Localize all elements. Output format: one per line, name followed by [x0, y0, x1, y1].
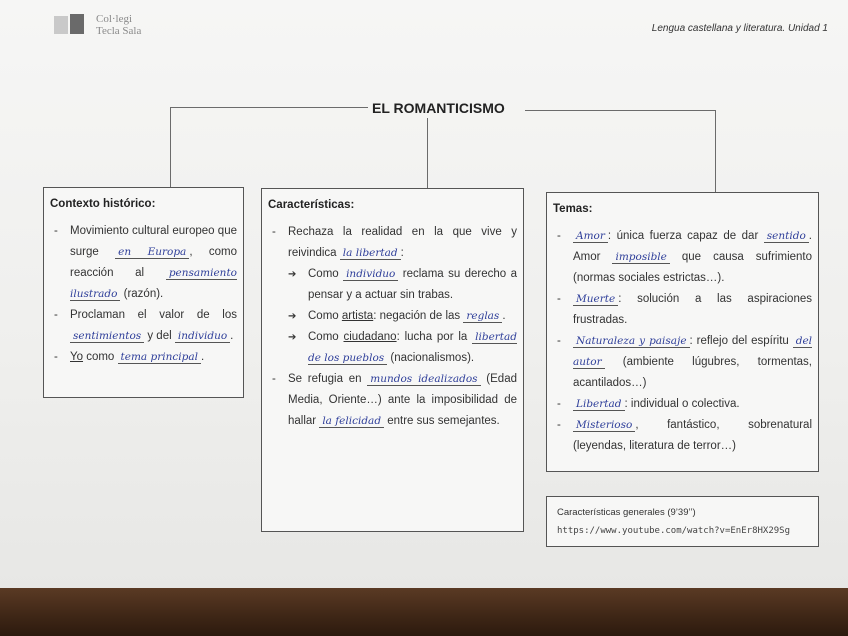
video-link[interactable]: https://www.youtube.com/watch?v=EnEr8HX29Sg — [557, 526, 790, 536]
contexto-box — [43, 187, 244, 398]
caracteristicas-box — [261, 188, 524, 532]
page-title: EL ROMANTICISMO — [372, 100, 505, 116]
list-item: - Rechaza la realidad en la que vive y reivindica la libertad : — [268, 222, 517, 264]
logo-mark-icon — [54, 14, 90, 36]
video-label: Características generales (9’39’’) — [557, 507, 696, 518]
caracteristicas-heading: Características: — [268, 199, 355, 211]
handwritten-answer: del autor — [573, 335, 813, 368]
subject-header: Lengua castellana y literatura. Unidad 1 — [651, 23, 828, 34]
handwritten-answer: en Europa — [115, 246, 189, 259]
handwritten-answer: Libertad — [573, 398, 625, 411]
connector-top-right — [525, 110, 716, 111]
list-item: - Naturaleza y paisaje : reflejo del espíritu del autor (ambiente lúgubres, tormentas, acantilados…) — [553, 331, 812, 394]
temas-heading: Temas: — [553, 203, 593, 215]
list-item: ➔ Como artista: negación de las reglas . — [268, 306, 517, 327]
list-item: ➔ Como ciudadano: lucha por la libertad de los pueblos (nacionalismos). — [268, 327, 517, 369]
connector-left-drop — [170, 107, 171, 187]
list-item: - Misterioso , fantástico, sobrenatural (leyendas, literatura de terror…) — [553, 415, 812, 457]
handwritten-answer: libertad de los pueblos — [308, 331, 517, 364]
logo-line-1: Col·legi — [96, 13, 133, 25]
handwritten-answer: la felicidad — [319, 415, 384, 428]
handwritten-answer: sentido — [764, 230, 809, 243]
handwritten-answer: sentimientos — [70, 330, 144, 343]
handwritten-answer: Muerte — [573, 293, 618, 306]
list-item: - Amor : única fuerza capaz de dar sentido . Amor imposible que causa sufrimiento (normas sociales estrictas…). — [553, 226, 812, 289]
handwritten-answer: individuo — [175, 330, 230, 343]
handwritten-answer: mundos idealizados — [367, 373, 480, 386]
video-info-box — [546, 496, 819, 547]
handwritten-answer: tema principal — [118, 351, 201, 364]
temas-box — [546, 192, 819, 472]
handwritten-answer: Naturaleza y paisaje — [573, 335, 690, 348]
school-logo — [54, 13, 141, 37]
list-item: - Muerte : solución a las aspiraciones frustradas. — [553, 289, 812, 331]
connector-top-left — [170, 107, 368, 108]
logo-line-2: Tecla Sala — [96, 25, 142, 37]
handwritten-answer: individuo — [343, 268, 398, 281]
contexto-heading: Contexto histórico: — [50, 198, 156, 210]
connector-center-drop — [427, 118, 428, 188]
list-item: - Libertad : individual o colectiva. — [553, 394, 812, 415]
connector-right-drop — [715, 110, 716, 192]
handwritten-answer: la libertad — [340, 247, 401, 260]
handwritten-answer: reglas — [463, 310, 502, 323]
list-item: - Movimiento cultural europeo que surge en Europa , como reacción al pensamiento ilustrado (razón). — [50, 221, 237, 305]
handwritten-answer: Misterioso — [573, 419, 635, 432]
list-item: - Yo como tema principal . — [50, 347, 237, 368]
logo-text — [96, 13, 141, 37]
table-surface — [0, 588, 848, 636]
list-item: ➔ Como individuo reclama su derecho a pensar y a actuar sin trabas. — [268, 264, 517, 306]
list-item: - Se refugia en mundos idealizados (Edad Media, Oriente…) ante la imposibilidad de hallar la felicidad entre sus semejantes. — [268, 369, 517, 432]
list-item: - Proclaman el valor de los sentimientos y del individuo . — [50, 305, 237, 347]
handwritten-answer: pensamiento ilustrado — [70, 267, 237, 300]
handwritten-answer: imposible — [612, 251, 669, 264]
handwritten-answer: Amor — [573, 230, 608, 243]
